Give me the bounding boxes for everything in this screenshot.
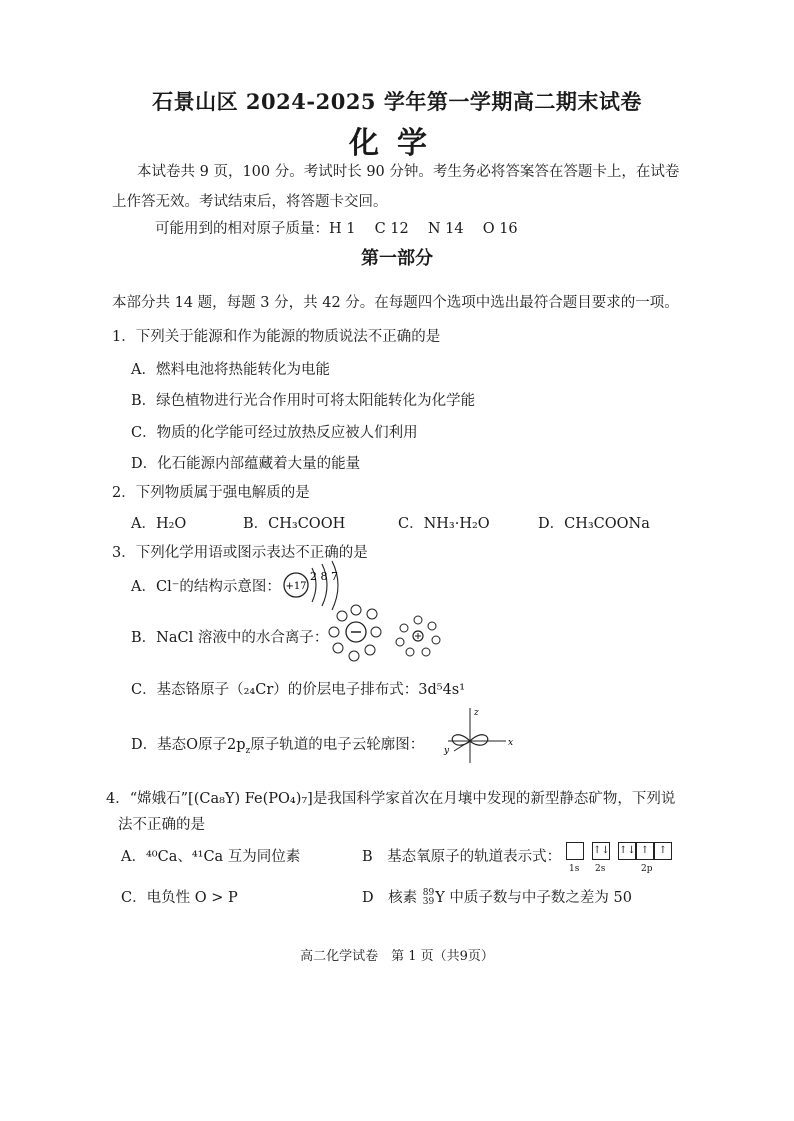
atomic-number: 39: [422, 897, 435, 907]
orbital-box-2p-1: ↑↓: [618, 842, 636, 860]
option-d-prefix: D 核素: [362, 890, 418, 906]
hydrated-ions-diagram: [318, 602, 448, 662]
z-label: z: [474, 708, 479, 718]
y-label: y: [444, 746, 450, 756]
question-3-option-d: [131, 733, 424, 756]
instructions-line-2: 上作答无效。考试结束后，将答题卡交回。: [112, 194, 388, 210]
question-2-option-a: A．H₂O: [131, 516, 187, 532]
question-4-option-d: [362, 886, 632, 907]
orbital-box-2p-3: ↑: [654, 842, 672, 860]
orbital-box-2p-2: ↑: [636, 842, 654, 860]
hydrated-sodium-ion: [396, 616, 440, 656]
label-1s: 1s: [569, 864, 580, 874]
question-1-option-d: D．化石能源内部蕴藏着大量的能量: [131, 456, 361, 472]
label-2s: 2s: [595, 864, 606, 874]
question-4-stem-line-2: 法不正确的是: [118, 817, 205, 833]
orbital-lobe-right: [470, 735, 488, 745]
question-4-stem-line-1: 4．“嫦娥石”[(Ca₈Y) Fe(PO₄)₇]是我国科学家首次在月壤中发现的新型静态矿物，下列说: [106, 791, 676, 807]
question-3-option-c: C．基态铬原子（₂₄Cr）的价层电子排布式：3d⁵4s¹: [131, 682, 466, 698]
question-2-stem: 2．下列物质属于强电解质的是: [112, 485, 310, 501]
question-4-option-a: A．⁴⁰Ca、⁴¹Ca 互为同位素: [121, 849, 301, 865]
question-3-option-a: A．Cl⁻的结构示意图：: [131, 579, 281, 595]
oxygen-orbital-diagram: [566, 842, 688, 880]
nucleus-charge: +17: [285, 581, 307, 592]
option-d-text: 原子轨道的电子云轮廓图：: [250, 737, 425, 753]
subject-title: 化学: [349, 126, 445, 161]
exam-title: 石景山区 2024-2025 学年第一学期高二期末试卷: [152, 89, 642, 114]
question-2-option-c: C．NH₃·H₂O: [398, 516, 490, 532]
orbital-box-1s: [566, 842, 584, 860]
question-1-option-b: B．绿色植物进行光合作用时可将太阳能转化为化学能: [131, 393, 476, 409]
p-orbital-diagram: [440, 703, 520, 773]
question-1-option-a: A．燃料电池将热能转化为电能: [131, 362, 330, 378]
section-title: 第一部分: [361, 248, 433, 269]
x-label: x: [508, 738, 514, 748]
mass-number: 89: [422, 888, 435, 898]
question-3-stem: 3．下列化学用语或图示表达不正确的是: [112, 545, 368, 561]
atomic-masses: 可能用到的相对原子质量：H 1 C 12 N 14 O 16: [155, 221, 518, 237]
hydrated-chloride-ion: [329, 605, 381, 661]
orbital-box-2s: ↑↓: [592, 842, 610, 860]
question-2-option-d: D．CH₃COONa: [538, 516, 650, 532]
option-d-subscript: z: [245, 745, 251, 756]
option-d-text: Y 中质子数与中子数之差为 50: [435, 890, 632, 906]
shell-electrons: 2 8 7: [310, 570, 338, 583]
question-4-option-c: C．电负性 O > P: [121, 890, 238, 906]
question-4-option-b: B 基态氧原子的轨道表示式：: [362, 849, 562, 865]
instructions-line-1: 本试卷共 9 页，100 分。考试时长 90 分钟。考生务必将答案答在答题卡上，在试卷: [137, 164, 680, 180]
question-1-stem: 1．下列关于能源和作为能源的物质说法不正确的是: [112, 329, 441, 345]
section-intro: 本部分共 14 题，每题 3 分，共 42 分。在每题四个选项中选出最符合题目要求的一项。: [112, 295, 679, 311]
question-2-option-b: B．CH₃COOH: [243, 516, 346, 532]
label-2p: 2p: [641, 864, 653, 874]
page-footer: 高二化学试卷 第 1 页（共9页）: [300, 949, 494, 964]
question-1-option-c: C．物质的化学能可经过放热反应被人们利用: [131, 425, 418, 441]
question-3-option-b: B．NaCl 溶液中的水合离子：: [131, 630, 329, 646]
option-d-prefix: D．基态O原子2p: [131, 737, 246, 753]
nuclide-notation: [423, 889, 434, 907]
orbital-lobe-left: [452, 735, 470, 745]
